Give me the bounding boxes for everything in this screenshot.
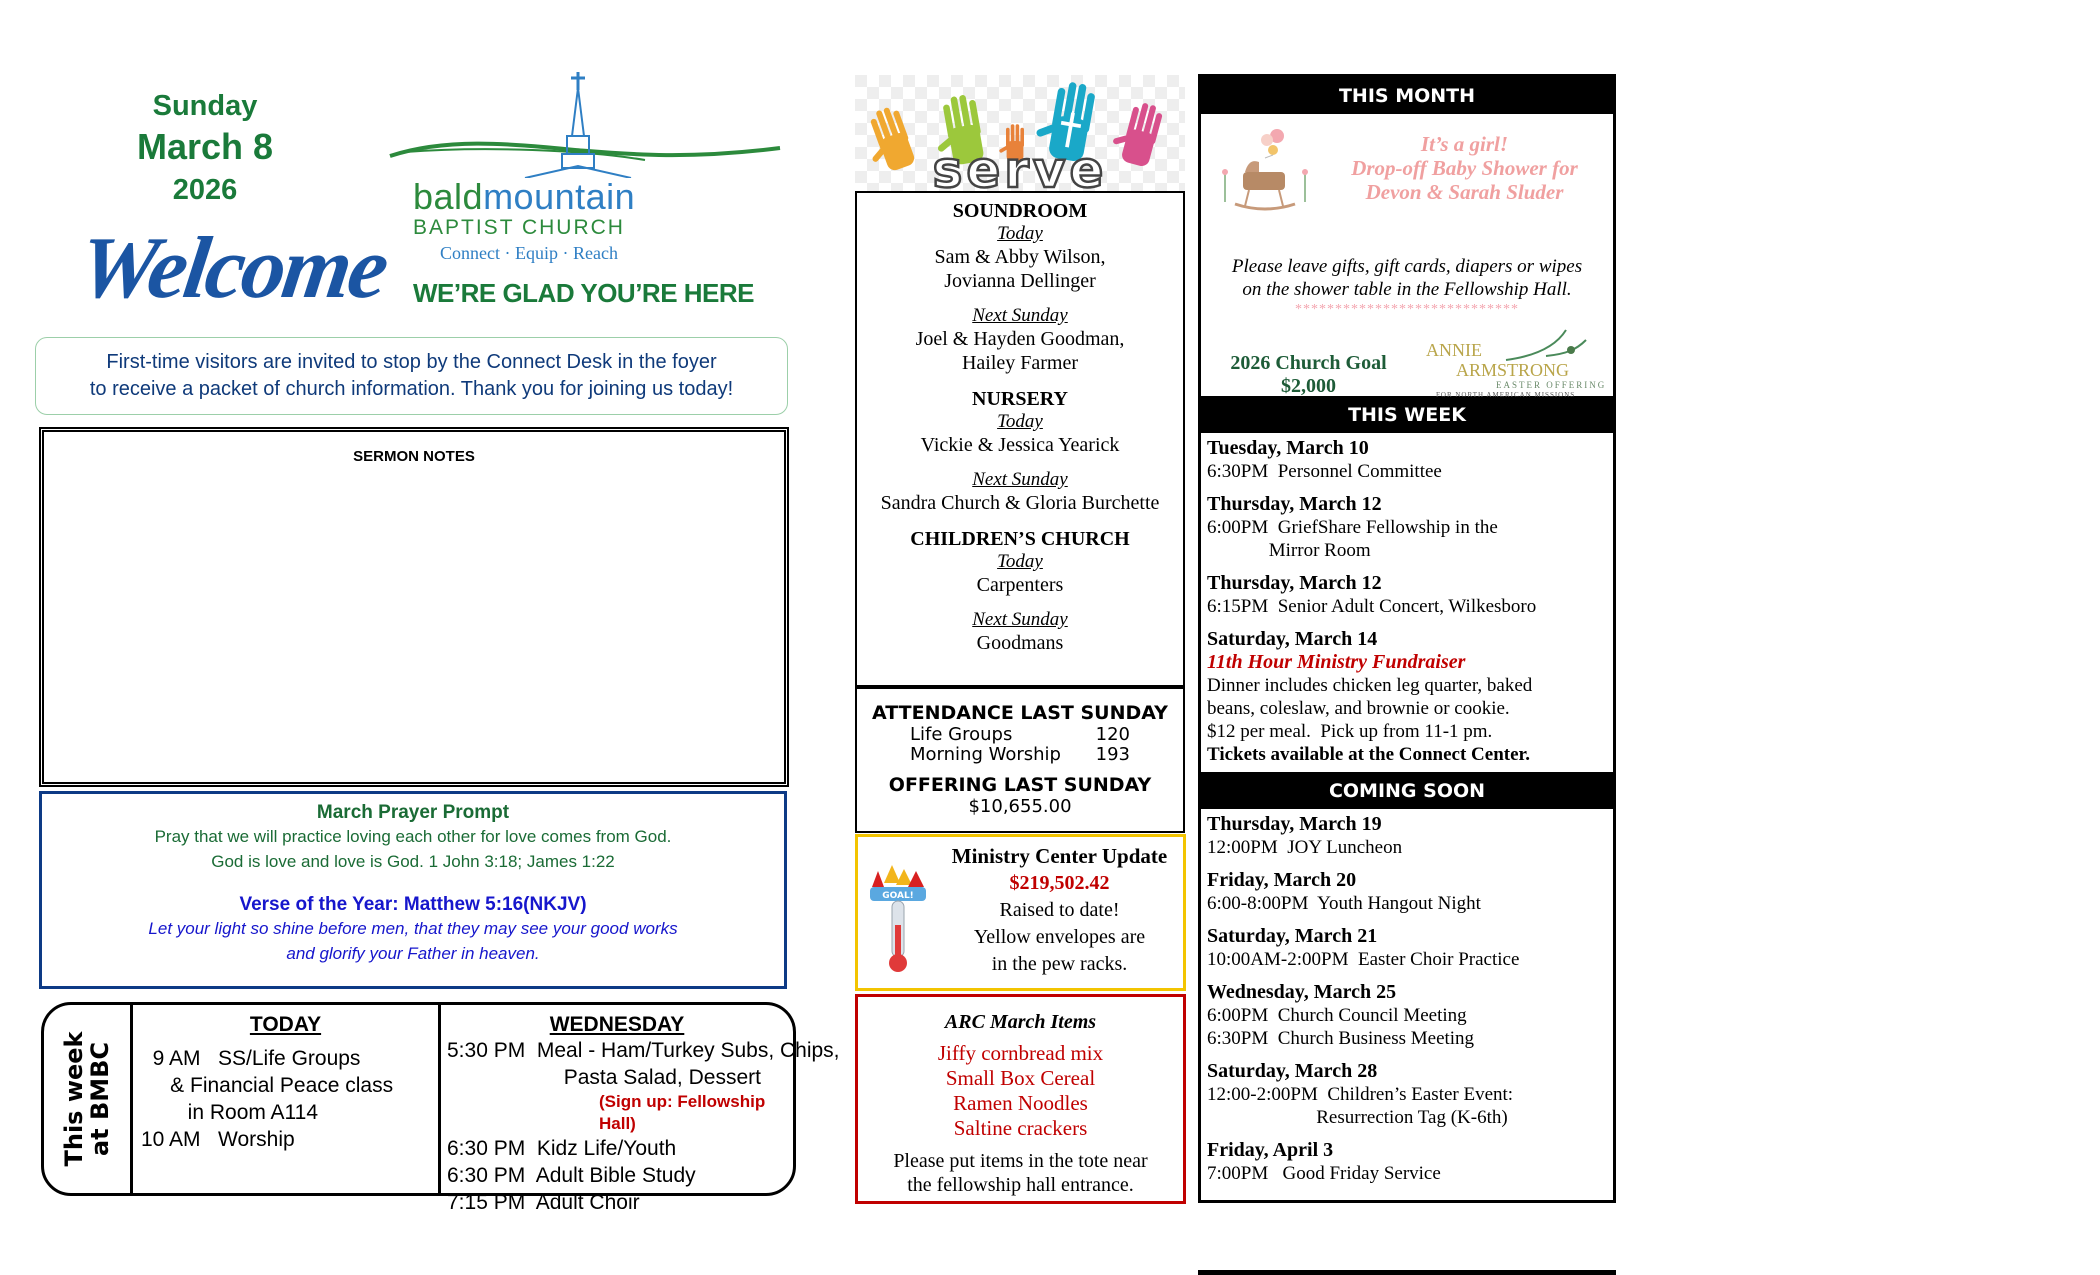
event-item <box>1207 1139 1613 1195</box>
girl-line-2: Drop-off Baby Shower for <box>1351 156 1578 180</box>
annie-armstrong-lily-icon <box>1416 326 1616 398</box>
baby-cradle-icon <box>1215 122 1315 212</box>
annie-text-4: FOR NORTH AMERICAN MISSIONS <box>1436 391 1576 398</box>
serve-section <box>857 199 1183 375</box>
leave-line-2: on the shower table in the Fellowship Hall. <box>1242 279 1572 300</box>
coming-soon-events <box>1201 809 1613 1195</box>
logo-name-mountain: mountain <box>483 176 636 217</box>
bulletin-date <box>120 88 290 210</box>
arc-item: Jiffy cornbread mix <box>937 1041 1104 1065</box>
attendance-value: 193 <box>1095 744 1130 765</box>
event-item <box>1207 813 1613 869</box>
ministry-line: in the pew racks. <box>991 953 1128 975</box>
baby-shower-announcement <box>1316 132 1613 204</box>
event-detail: 6:30PM Church Business Meeting <box>1207 1028 1475 1049</box>
annie-text-3: EASTER OFFERING <box>1496 380 1607 390</box>
this-week-at-bmbc-box <box>41 1002 840 1214</box>
glad-heading: WE’RE GLAD YOU’RE HERE <box>413 278 755 308</box>
event-date: Friday, April 3 <box>1207 1139 1334 1161</box>
attendance-label: Morning Worship <box>910 744 1061 765</box>
offering-amount: $10,655.00 <box>968 796 1072 817</box>
today-line: in Room A114 <box>141 1101 319 1124</box>
event-detail: 6:15PM Senior Adult Concert, Wilkesboro <box>1207 596 1537 617</box>
event-detail: 6:30PM Personnel Committee <box>1207 461 1442 482</box>
arc-note-2: the fellowship hall entrance. <box>907 1174 1134 1196</box>
serve-today-label: Today <box>997 223 1043 244</box>
fundraiser-event <box>1201 628 1613 766</box>
serve-volunteer: Carpenters <box>976 574 1064 596</box>
logo-subtitle: BAPTIST CHURCH <box>413 216 625 239</box>
event-detail: 10:00AM-2:00PM Easter Choir Practice <box>1207 949 1520 970</box>
serve-next-label: Next Sunday <box>972 469 1068 490</box>
serve-today-label: Today <box>997 411 1043 432</box>
serve-section-title: SOUNDROOM <box>952 200 1088 222</box>
week-side-panel <box>44 1005 133 1193</box>
ministry-line: Yellow envelopes are <box>973 926 1146 948</box>
serve-next-label: Next Sunday <box>972 305 1068 326</box>
ministry-text <box>936 843 1183 978</box>
serve-schedule-box <box>855 191 1185 687</box>
event-detail: Mirror Room <box>1207 540 1371 561</box>
attendance-title: ATTENDANCE LAST SUNDAY <box>872 702 1168 724</box>
event-date: Saturday, March 14 <box>1207 628 1378 650</box>
attendance-value: 120 <box>1095 724 1130 745</box>
annie-text-2: ARMSTRONG <box>1456 360 1570 380</box>
prayer-line-1: Pray that we will practice loving each other for love comes from God. <box>154 827 672 846</box>
event-date: Saturday, March 28 <box>1207 1060 1378 1082</box>
attendance-row <box>857 745 1183 765</box>
date-day: Sunday <box>152 90 258 122</box>
event-date: Friday, March 20 <box>1207 869 1357 891</box>
wed-line: 6:30 PM Kidz Life/Youth <box>447 1137 677 1160</box>
annie-armstrong-logo <box>1416 326 1616 398</box>
verse-line-1: Let your light so shine before men, that they may see your good works <box>148 919 678 938</box>
serve-sections <box>857 193 1183 655</box>
goal-amount: $2,000 <box>1281 375 1336 397</box>
event-detail: 12:00-2:00PM Children’s Easter Event: <box>1207 1084 1514 1105</box>
event-date: Wednesday, March 25 <box>1207 981 1397 1003</box>
goal-label: 2026 Church Goal <box>1230 352 1387 374</box>
offering-title: OFFERING LAST SUNDAY <box>888 774 1152 796</box>
today-title: TODAY <box>249 1013 322 1036</box>
arc-item: Saltine crackers <box>953 1116 1088 1140</box>
ministry-amount: $219,502.42 <box>1009 872 1110 894</box>
serve-section-title: NURSERY <box>972 388 1068 410</box>
fundraiser-line: beans, coleslaw, and brownie or cookie. <box>1207 698 1510 719</box>
wed-line: Pasta Salad, Dessert <box>447 1066 761 1089</box>
serve-volunteer: Hailey Farmer <box>961 352 1079 374</box>
serve-section <box>857 375 1183 515</box>
announcements-column <box>1198 74 1616 1203</box>
serve-hands-icon <box>855 75 1185 191</box>
fundraiser-line: Dinner includes chicken leg quarter, baked <box>1207 675 1533 696</box>
fundraiser-title: 11th Hour Ministry Fundraiser <box>1207 651 1466 673</box>
this-month-header: THIS MONTH <box>1201 77 1613 114</box>
prayer-line-2: God is love and love is God. 1 John 3:18; James 1:22 <box>211 852 615 871</box>
wed-signup-note: (Sign up: Fellowship Hall) <box>599 1092 766 1133</box>
event-item <box>1207 572 1613 628</box>
girl-line-3: Devon & Sarah Sluder <box>1365 180 1564 204</box>
today-line: 10 AM Worship <box>141 1128 295 1151</box>
church-logo <box>385 68 785 263</box>
wed-line: 7:15 PM Adult Choir <box>447 1191 640 1214</box>
steeple-icon <box>385 68 785 178</box>
arc-item-list <box>858 1041 1183 1141</box>
serve-today-label: Today <box>997 551 1043 572</box>
serve-next-label: Next Sunday <box>972 609 1068 630</box>
visitor-info-box <box>35 337 788 415</box>
arc-items-box <box>855 994 1186 1204</box>
this-month-section <box>1201 114 1613 396</box>
week-side-label <box>61 1031 113 1166</box>
this-week-events <box>1201 433 1613 628</box>
event-item <box>1207 437 1613 493</box>
serve-volunteer: Goodmans <box>976 632 1064 654</box>
attendance-row <box>857 725 1183 745</box>
star-divider: **************************** <box>1295 302 1519 317</box>
logo-name <box>413 176 635 218</box>
serve-word: serve <box>932 141 1108 191</box>
sermon-notes-box[interactable] <box>39 427 789 787</box>
date-month-day: March 8 <box>136 126 274 167</box>
serve-volunteer: Joel & Hayden Goodman, <box>915 328 1125 350</box>
arc-item: Ramen Noodles <box>953 1091 1088 1115</box>
goal-thermometer-icon <box>864 865 934 975</box>
attendance-box <box>855 687 1185 833</box>
today-schedule <box>133 1005 441 1193</box>
logo-tagline: Connect · Equip · Reach <box>440 243 618 263</box>
serve-section <box>857 515 1183 655</box>
visitor-line-2: to receive a packet of church information. Thank you for joining us today! <box>89 378 734 400</box>
event-detail: 7:00PM Good Friday Service <box>1207 1163 1441 1184</box>
attendance-label: Life Groups <box>910 724 1013 745</box>
event-item <box>1207 981 1613 1060</box>
arc-item: Small Box Cereal <box>945 1066 1096 1090</box>
serve-section-title: CHILDREN’S CHURCH <box>910 528 1130 550</box>
serve-banner <box>855 75 1185 191</box>
event-detail: Resurrection Tag (K-6th) <box>1207 1107 1508 1128</box>
event-item <box>1207 493 1613 572</box>
welcome-script: Welcome <box>73 220 392 317</box>
week-side-line-2: at BMBC <box>86 1041 114 1157</box>
visitor-line-1: First-time visitors are invited to stop by the Connect Desk in the foyer <box>106 351 717 373</box>
this-week-header: THIS WEEK <box>1201 396 1613 433</box>
arc-title: ARC March Items <box>944 1011 1097 1033</box>
wed-line: 6:30 PM Adult Bible Study <box>447 1164 696 1187</box>
event-date: Thursday, March 19 <box>1207 813 1382 835</box>
serve-volunteer: Vickie & Jessica Yearick <box>920 434 1120 456</box>
prayer-title: March Prayer Prompt <box>316 802 510 823</box>
date-year: 2026 <box>172 174 238 206</box>
coming-soon-header: COMING SOON <box>1201 772 1613 809</box>
event-date: Thursday, March 12 <box>1207 572 1382 594</box>
fundraiser-tickets: Tickets available at the Connect Center. <box>1207 744 1530 765</box>
event-detail: 6:00-8:00PM Youth Hangout Night <box>1207 893 1481 914</box>
week-side-line-1: This week <box>60 1031 88 1167</box>
ministry-title: Ministry Center Update <box>951 844 1168 868</box>
sermon-notes-title: SERMON NOTES <box>353 448 475 465</box>
ministry-line: Raised to date! <box>999 899 1120 921</box>
event-detail: 6:00PM Church Council Meeting <box>1207 1005 1467 1026</box>
serve-volunteer: Sandra Church & Gloria Burchette <box>880 492 1160 514</box>
serve-volunteer: Sam & Abby Wilson, <box>934 246 1106 268</box>
event-date: Saturday, March 21 <box>1207 925 1378 947</box>
prayer-prompt-box <box>39 791 787 989</box>
today-line: 9 AM SS/Life Groups <box>141 1047 361 1070</box>
wednesday-title: WEDNESDAY <box>549 1013 685 1036</box>
girl-line-1: It’s a girl! <box>1420 132 1509 156</box>
today-line: & Financial Peace class <box>141 1074 394 1097</box>
arc-note-1: Please put items in the tote near <box>893 1150 1148 1172</box>
logo-name-bald: bald <box>413 176 484 217</box>
shower-instructions <box>1201 255 1613 301</box>
serve-volunteer: Jovianna Dellinger <box>944 270 1096 292</box>
goal-badge: GOAL! <box>882 891 914 901</box>
event-item <box>1207 1060 1613 1139</box>
verse-line-2: and glorify your Father in heaven. <box>286 944 540 963</box>
event-detail: 6:00PM GriefShare Fellowship in the <box>1207 517 1498 538</box>
next-page-bar <box>1198 1270 1616 1275</box>
fundraiser-line: $12 per meal. Pick up from 11-1 pm. <box>1207 721 1493 742</box>
leave-line-1: Please leave gifts, gift cards, diapers or wipes <box>1231 256 1583 277</box>
event-detail: 12:00PM JOY Luncheon <box>1207 837 1403 858</box>
verse-title: Verse of the Year: Matthew 5:16(NKJV) <box>239 894 587 915</box>
wednesday-schedule <box>441 1005 840 1214</box>
event-item <box>1207 869 1613 925</box>
annie-text-1: ANNIE <box>1426 340 1482 360</box>
event-date: Tuesday, March 10 <box>1207 437 1369 459</box>
wed-line: 5:30 PM Meal - Ham/Turkey Subs, Chips, <box>447 1039 840 1062</box>
event-item <box>1207 925 1613 981</box>
event-date: Thursday, March 12 <box>1207 493 1382 515</box>
church-goal <box>1201 352 1416 398</box>
ministry-center-box <box>855 834 1186 991</box>
